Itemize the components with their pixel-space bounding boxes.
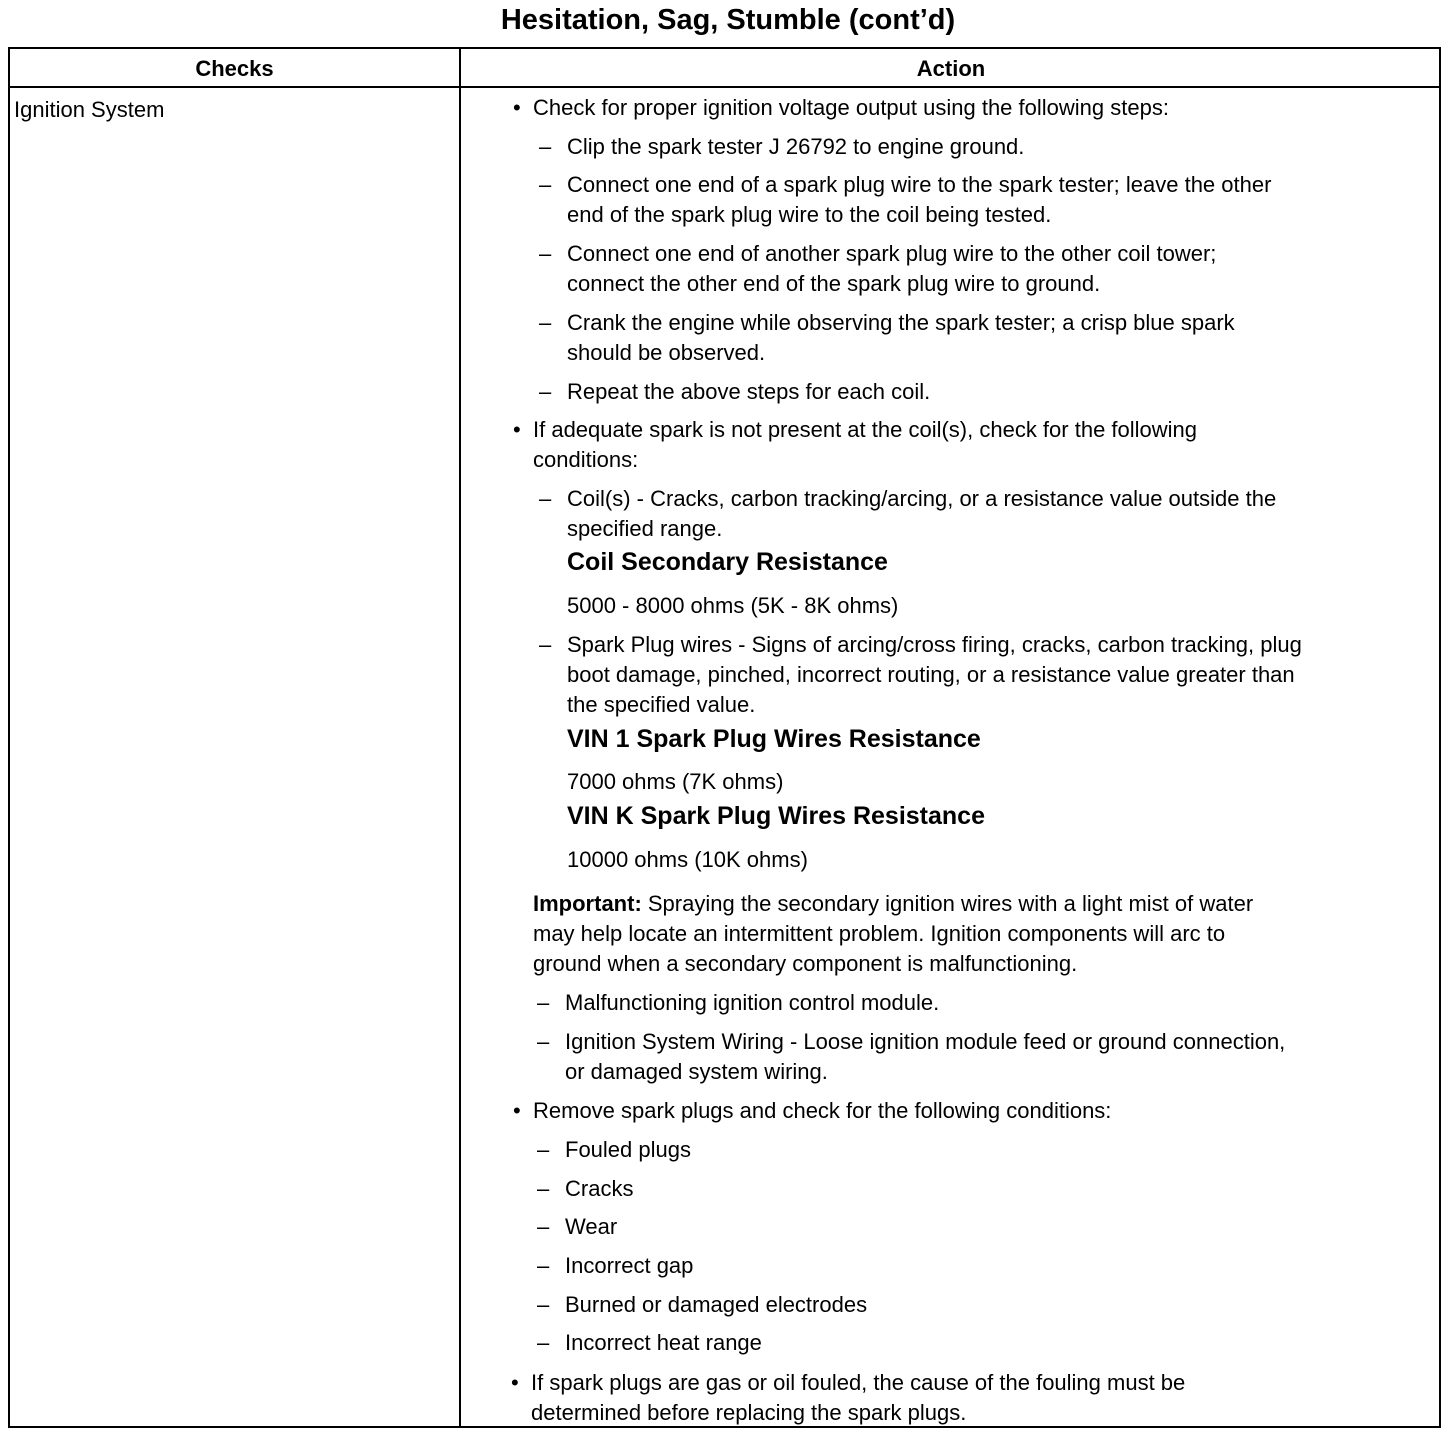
dash-marker: – — [539, 172, 552, 197]
important-text: Spraying the secondary ignition wires with a light mist of water — [641, 891, 1254, 916]
action-line: Remove spark plugs and check for the following conditions: — [533, 1098, 1112, 1123]
dash-marker: – — [539, 241, 552, 266]
spec-value: 10000 ohms (10K ohms) — [567, 847, 808, 872]
spec-heading: VIN 1 Spark Plug Wires Resistance — [567, 725, 981, 753]
dash-marker: – — [537, 1253, 550, 1278]
bullet-marker: • — [513, 95, 521, 120]
diagnostic-table — [8, 47, 1441, 1428]
action-line: end of the spark plug wire to the coil being tested. — [567, 202, 1052, 227]
action-line: Wear — [565, 1214, 618, 1239]
action-line: If spark plugs are gas or oil fouled, the cause of the fouling must be — [531, 1370, 1186, 1395]
action-line: Crank the engine while observing the spark tester; a crisp blue spark — [567, 310, 1235, 335]
action-line: the specified value. — [567, 692, 756, 717]
important-label: Important: — [533, 891, 642, 916]
action-line: connect the other end of the spark plug wire to ground. — [567, 271, 1101, 296]
dash-marker: – — [539, 379, 552, 404]
action-line: Repeat the above steps for each coil. — [567, 379, 931, 404]
action-line: conditions: — [533, 447, 639, 472]
dash-marker: – — [537, 1176, 550, 1201]
dash-marker: – — [537, 990, 550, 1015]
action-line: Spark Plug wires - Signs of arcing/cross firing, cracks, carbon tracking, plug — [567, 632, 1302, 657]
column-divider — [459, 49, 461, 1426]
action-line: Clip the spark tester J 26792 to engine ground. — [567, 134, 1025, 159]
page-title: Hesitation, Sag, Stumble (cont’d) — [500, 4, 956, 36]
action-line: may help locate an intermittent problem. Ignition components will arc to — [533, 921, 1226, 946]
action-line: ground when a secondary component is malfunctioning. — [533, 951, 1078, 976]
header-action: Action — [916, 56, 986, 81]
bullet-marker: • — [513, 1098, 521, 1123]
header-rule — [10, 86, 1439, 88]
dash-marker: – — [539, 310, 552, 335]
action-line: Check for proper ignition voltage output using the following steps: — [533, 95, 1169, 120]
spec-value: 7000 ohms (7K ohms) — [567, 769, 784, 794]
bullet-marker: • — [511, 1370, 519, 1395]
dash-marker: – — [539, 134, 552, 159]
dash-marker: – — [537, 1292, 550, 1317]
action-line: Fouled plugs — [565, 1137, 691, 1162]
action-line: should be observed. — [567, 340, 766, 365]
spec-value: 5000 - 8000 ohms (5K - 8K ohms) — [567, 593, 899, 618]
action-line: specified range. — [567, 516, 723, 541]
action-line: Connect one end of a spark plug wire to the spark tester; leave the other — [567, 172, 1272, 197]
header-checks: Checks — [195, 56, 274, 81]
action-line: Incorrect heat range — [565, 1330, 762, 1355]
action-line: boot damage, pinched, incorrect routing, or a resistance value greater than — [567, 662, 1295, 687]
action-line: Malfunctioning ignition control module. — [565, 990, 940, 1015]
dash-marker: – — [537, 1330, 550, 1355]
action-line: Connect one end of another spark plug wire to the other coil tower; — [567, 241, 1217, 266]
action-line: or damaged system wiring. — [565, 1059, 828, 1084]
spec-heading: Coil Secondary Resistance — [567, 548, 888, 576]
action-line: Coil(s) - Cracks, carbon tracking/arcing, or a resistance value outside the — [567, 486, 1277, 511]
dash-marker: – — [537, 1137, 550, 1162]
important-note — [533, 889, 1253, 919]
dash-marker: – — [539, 632, 552, 657]
action-line: determined before replacing the spark plugs. — [531, 1400, 967, 1425]
action-line: Ignition System Wiring - Loose ignition module feed or ground connection, — [565, 1029, 1286, 1054]
dash-marker: – — [539, 486, 552, 511]
dash-marker: – — [537, 1029, 550, 1054]
action-line: Cracks — [565, 1176, 634, 1201]
bullet-marker: • — [513, 417, 521, 442]
spec-heading: VIN K Spark Plug Wires Resistance — [567, 802, 985, 830]
check-ignition-system: Ignition System — [14, 97, 165, 122]
action-line: Incorrect gap — [565, 1253, 694, 1278]
action-line: If adequate spark is not present at the coil(s), check for the following — [533, 417, 1198, 442]
dash-marker: – — [537, 1214, 550, 1239]
action-line: Burned or damaged electrodes — [565, 1292, 868, 1317]
